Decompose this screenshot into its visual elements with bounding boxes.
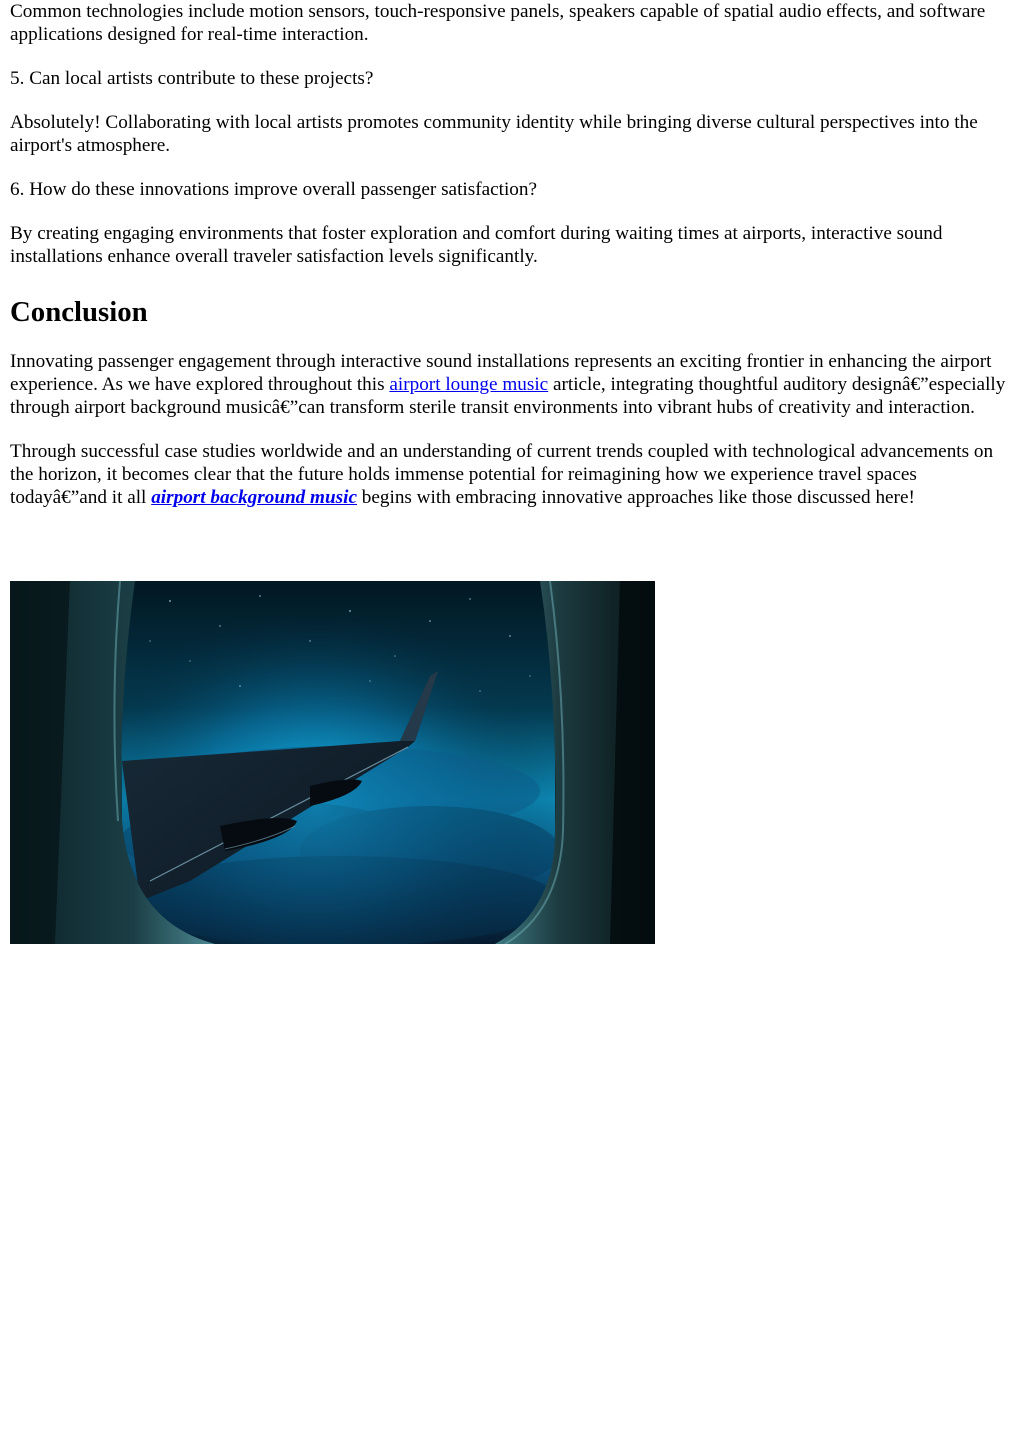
conclusion-heading: Conclusion (10, 296, 148, 328)
airplane-window-image (10, 581, 655, 944)
conclusion-p1-text-after: article, integrating thoughtful auditory designâ€”especially through airport background musicâ€”can transform sterile transit environments into vibrant hubs of creativity and interaction. (10, 374, 1006, 418)
faq-answer-6: By creating engaging environments that foster exploration and comfort during waiting times at airports, interactive sound installations enhance overall traveler satisfaction levels significantly. (10, 223, 943, 267)
conclusion-paragraph-1 (10, 350, 1016, 419)
faq-question-5: 5. Can local artists contribute to these projects? (10, 68, 374, 89)
conclusion-p1-text-before: Innovating passenger engagement through interactive sound installations represents an exciting frontier in enhancing the airport experience. As we have explored throughout this (10, 351, 992, 395)
article-body (10, 0, 1016, 509)
conclusion-p2-text-before: Through successful case studies worldwide and an understanding of current trends coupled with technological advancements on the horizon, it becomes clear that the future holds immense potential for reimagining how we experience travel spaces todayâ€”and it all (10, 441, 994, 508)
airport-lounge-music-link[interactable]: airport lounge music (389, 374, 549, 395)
airport-background-music-link[interactable]: airport background music (151, 487, 357, 508)
conclusion-paragraph-2 (10, 440, 1016, 509)
intro-paragraph: Common technologies include motion sensors, touch-responsive panels, speakers capable of spatial audio effects, and software applications designed for real-time interaction. (10, 1, 986, 45)
faq-answer-5: Absolutely! Collaborating with local artists promotes community identity while bringing diverse cultural perspectives into the airport's atmosphere. (10, 112, 978, 156)
conclusion-p2-text-after: begins with embracing innovative approaches like those discussed here! (356, 487, 915, 508)
faq-question-6: 6. How do these innovations improve overall passenger satisfaction? (10, 179, 537, 200)
